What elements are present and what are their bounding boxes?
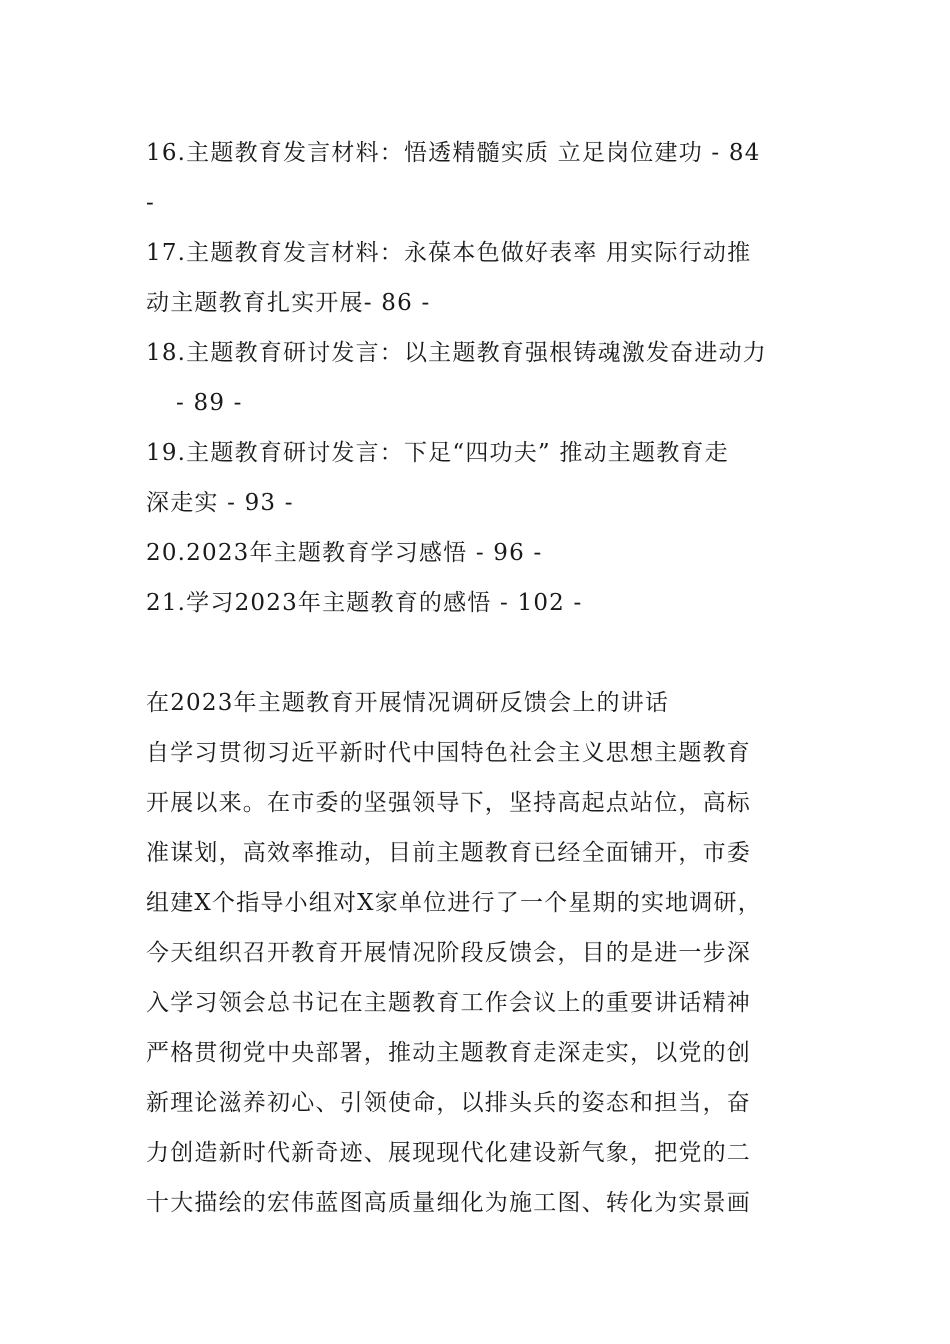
article-line: 自学习贯彻习近平新时代中国特色社会主义思想主题教育	[146, 740, 751, 766]
article-line: 今天组织召开教育开展情况阶段反馈会，目的是进一步深	[146, 940, 751, 966]
article-line: 新理论滋养初心、引领使命，以排头兵的姿态和担当，奋	[146, 1090, 751, 1116]
toc-entry-16: 16.主题教育发言材料：悟透精髓实质 立足岗位建功 - 84	[146, 140, 761, 166]
toc-entry-17-continued: 动主题教育扎实开展- 86 -	[146, 290, 431, 316]
section-spacer	[146, 628, 810, 678]
table-of-contents	[146, 128, 810, 628]
article-line: 十大描绘的宏伟蓝图高质量细化为施工图、转化为实景画	[146, 1190, 751, 1216]
toc-entry-18: 18.主题教育研讨发言：以主题教育强根铸魂激发奋进动力	[146, 340, 767, 366]
document-page	[146, 128, 810, 1228]
toc-entry-19-continued: 深走实 - 93 -	[146, 490, 294, 516]
article-line: 力创造新时代新奇迹、展现现代化建设新气象，把党的二	[146, 1140, 751, 1166]
toc-entry-21: 21.学习2023年主题教育的感悟 - 102 -	[146, 590, 583, 616]
article-title: 在2023年主题教育开展情况调研反馈会上的讲话	[146, 690, 670, 716]
article-line: 严格贯彻党中央部署，推动主题教育走深走实，以党的创	[146, 1040, 751, 1066]
article-line: 入学习领会总书记在主题教育工作会议上的重要讲话精神	[146, 990, 751, 1016]
toc-entry-16-continued: -	[146, 190, 155, 216]
toc-entry-20: 20.2023年主题教育学习感悟 - 96 -	[146, 540, 543, 566]
toc-entry-18-continued: - 89 -	[176, 390, 243, 416]
article-line: 开展以来。在市委的坚强领导下，坚持高起点站位，高标	[146, 790, 751, 816]
article	[146, 678, 810, 1228]
toc-entry-19: 19.主题教育研讨发言：下足“四功夫” 推动主题教育走	[146, 440, 729, 466]
article-line: 组建X个指导小组对X家单位进行了一个星期的实地调研，	[146, 890, 762, 916]
toc-entry-17: 17.主题教育发言材料：永葆本色做好表率 用实际行动推	[146, 240, 752, 266]
article-line: 准谋划，高效率推动，目前主题教育已经全面铺开，市委	[146, 840, 751, 866]
